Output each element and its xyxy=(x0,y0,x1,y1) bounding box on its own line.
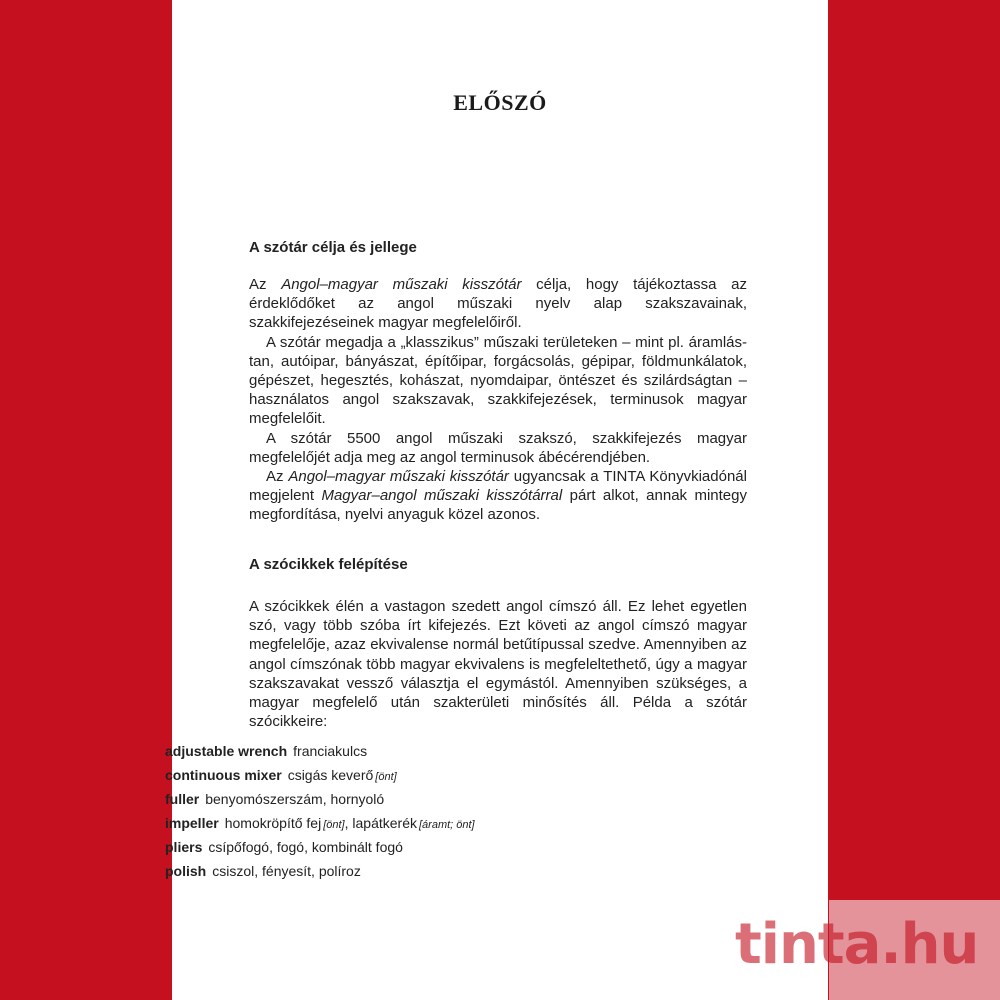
paragraph xyxy=(249,597,747,731)
dictionary-entry xyxy=(165,837,475,861)
paragraph-text: A szócikkek élén a vastagon szedett angol címszó áll. Ez lehet egyetlen szó, vagy több szóba írt kifejezés. Ezt követi az angol címszó magyar megfelelője, azaz ekvivalense normál betűtípussal szedve. Amennyiben az angol címszónak több magyar ekvivalens is megfeleltethető, úgy a magyar szakszavakat vessző választja el egymástól. Amennyiben szükséges, a magyar megfelelő után szakterületi minősítés áll. Példa a szótár szócikkeire: xyxy=(249,598,747,731)
italic-title-text: Magyar–angol műszaki kisszótárral xyxy=(321,487,563,505)
domain-label: [önt] xyxy=(375,771,397,783)
dictionary-entry xyxy=(165,813,475,837)
domain-label: [áramt; önt] xyxy=(418,819,475,831)
entry-headword: continuous mixer xyxy=(165,767,282,783)
entry-equivalent: csípőfogó, fogó, kombinált fogó xyxy=(208,839,403,855)
dictionary-entry xyxy=(165,741,475,765)
section-heading-purpose: A szótár célja és jellege xyxy=(249,239,417,256)
paragraph xyxy=(249,333,747,429)
paragraph xyxy=(249,467,747,525)
entry-equivalent: , lapátkerék xyxy=(344,815,417,831)
entry-equivalent: benyomószerszám, hornyoló xyxy=(205,791,385,807)
entry-equivalent: csiszol, fényesít, políroz xyxy=(212,863,361,879)
entry-headword: polish xyxy=(165,863,207,879)
section-body-purpose xyxy=(249,275,747,525)
entry-equivalent: franciakulcs xyxy=(293,743,368,759)
entry-equivalent: csigás keverő xyxy=(287,767,374,783)
dictionary-entry xyxy=(165,861,475,885)
dictionary-entry xyxy=(165,789,475,813)
italic-title-text: Angol–magyar műszaki kisszótár xyxy=(288,468,509,486)
italic-title-text: Angol–magyar műszaki kisszótár xyxy=(281,276,522,293)
page-title: ELŐSZÓ xyxy=(453,90,547,115)
entry-headword: impeller xyxy=(165,815,219,831)
paragraph-text: párt alkot, annak mintegy megfordítása, nyelvi anyaguk közel azonos. xyxy=(249,487,747,524)
dictionary-entry xyxy=(165,765,475,789)
section-heading-structure: A szócikkek felépítése xyxy=(249,556,408,573)
paragraph-text: célja, hogy tájékoztassa az érdeklődőket az angol műszaki nyelv alap szakszavainak, szakkifejezéseinek magyar megfelelőiről. xyxy=(249,276,747,332)
paragraph-text: A szótár 5500 angol műszaki szakszó, szakkifejezés magyar megfelelőjét adja meg az angol terminusok ábécérendjében. xyxy=(249,429,747,466)
example-entries xyxy=(165,741,475,885)
entry-headword: adjustable wrench xyxy=(165,743,288,759)
entry-headword: fuller xyxy=(165,791,200,807)
paragraph-text: ugyancsak a TINTA Könyvkiadónál megjelent xyxy=(249,468,747,505)
section-body-structure xyxy=(249,597,747,731)
entry-equivalent: homokröpítő fej xyxy=(224,815,322,831)
paragraph xyxy=(249,429,747,467)
domain-label: [önt] xyxy=(323,819,345,831)
entry-headword: pliers xyxy=(165,839,203,855)
paragraph-text: A szótár megadja a „klasszikus” műszaki területeken – mint pl. áramlástan, autóipar, bányászat, építőipar, forgácsolás, gépipar, földmunkálatok, gépészet, hegesztés, kohászat, nyomdaipar, öntészet és szilárdságtan – használatos angol szakszavak, szakkifejezések, terminusok magyar megfelelőit. xyxy=(249,333,747,428)
paragraph-text: Az xyxy=(249,276,282,293)
paragraph-text: Az xyxy=(266,468,289,486)
paragraph xyxy=(249,275,747,333)
brand-logo: tinta.hu xyxy=(735,912,979,977)
